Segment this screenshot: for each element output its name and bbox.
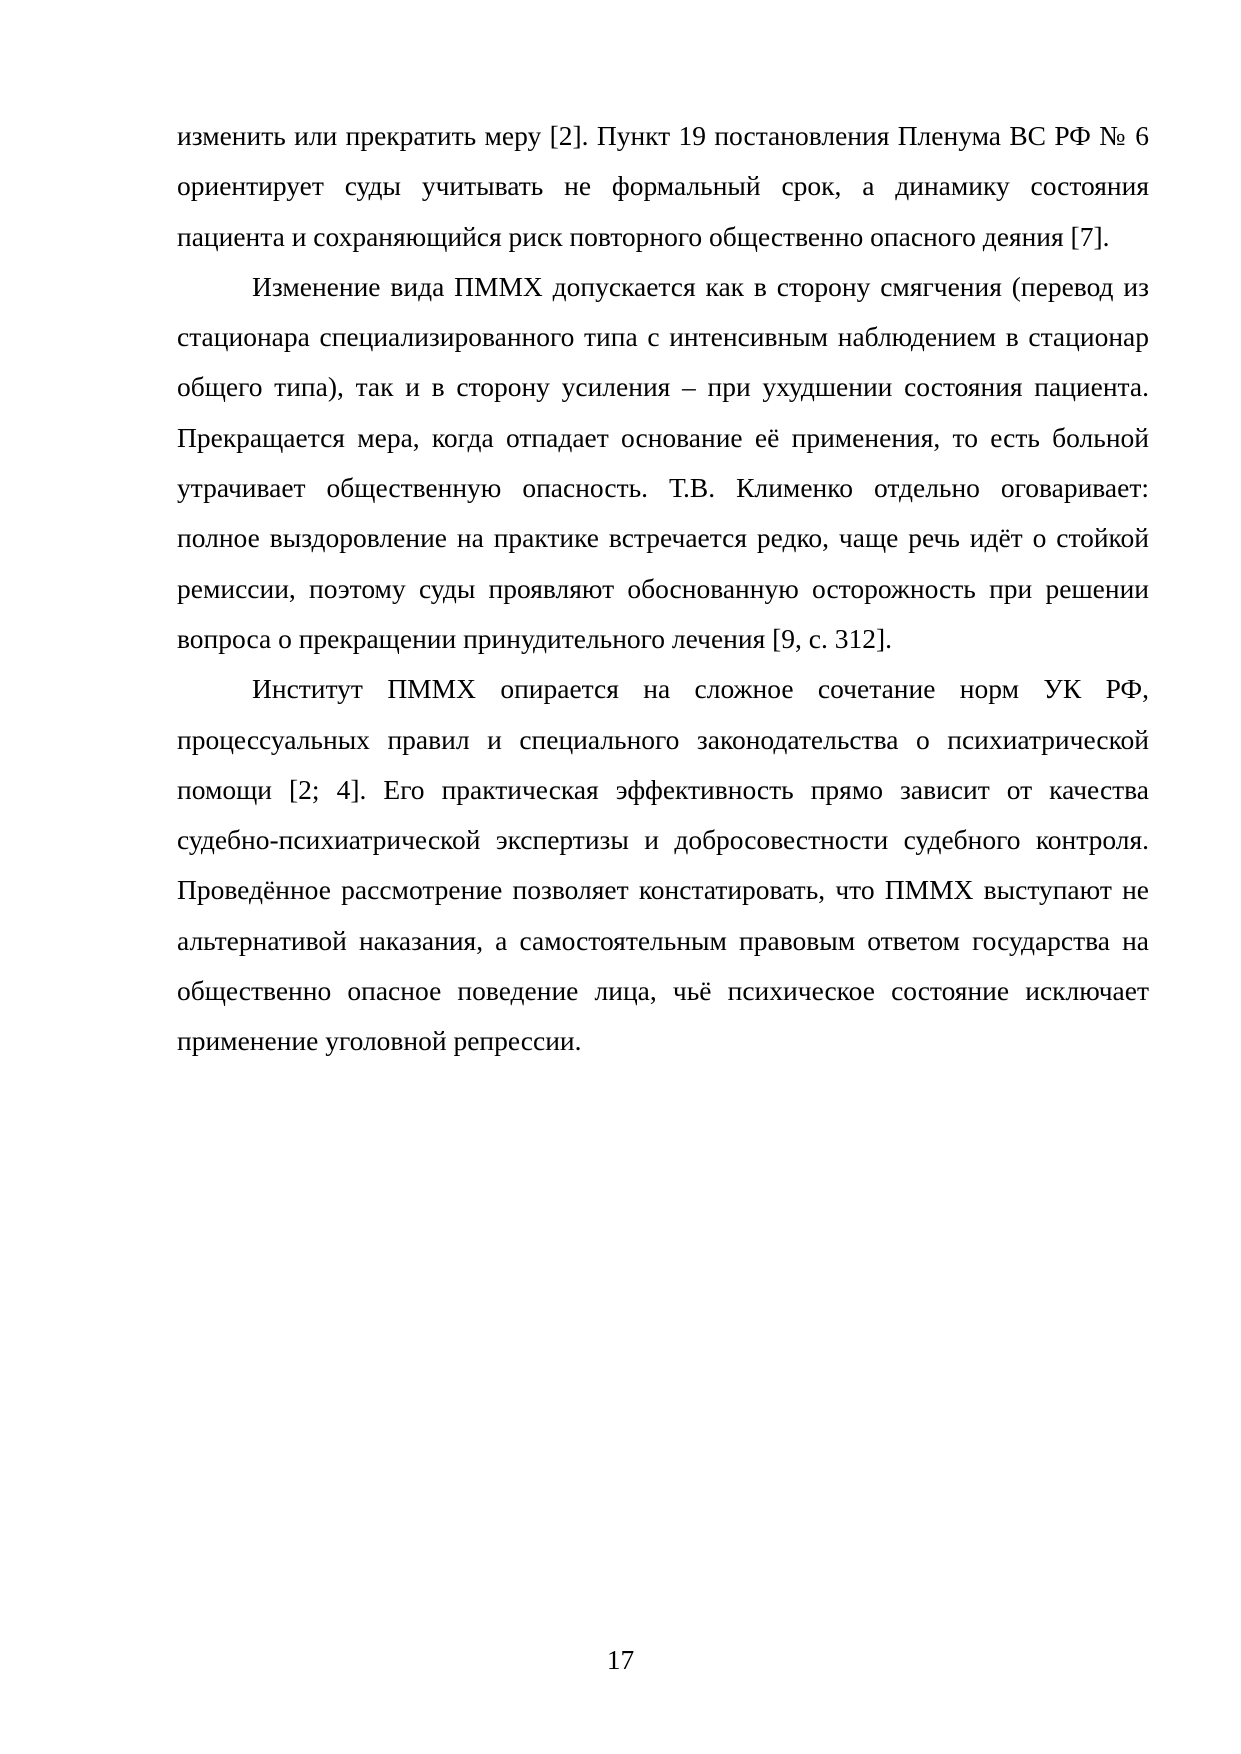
paragraph-continuation: изменить или прекратить меру [2]. Пункт 19 постановления Пленума ВС РФ № 6 ориентирует суды учитывать не формальный срок, а динамику состояния пациента и сохраняющийся риск повторного общественно опасного деяния [7].	[177, 120, 1149, 252]
paragraph-measure-change: Изменение вида ПММХ допускается как в сторону смягчения (перевод из стационара специализированного типа с интенсивным наблюдением в стационар общего типа), так и в сторону усиления – при ухудшении состояния пациента. Прекращается мера, когда отпадает основание её применения, то есть больной утрачивает общественную опасность. Т.В. Клименко отдельно оговаривает: полное выздоровление на практике встречается редко, чаще речь идёт о стойкой ремиссии, поэтому суды проявляют обоснованную осторожность при решении вопроса о прекращении принудительного лечения [9, с. 312].	[177, 270, 1149, 654]
body-text	[177, 111, 1149, 1067]
paragraph-conclusion: Институт ПММХ опирается на сложное сочетание норм УК РФ, процессуальных правил и специального законодательства о психиатрической помощи [2; 4]. Его практическая эффективность прямо зависит от качества судебно-психиатрической экспертизы и добросовестности судебного контроля. Проведённое рассмотрение позволяет констатировать, что ПММХ выступают не альтернативой наказания, а самостоятельным правовым ответом государства на общественно опасное поведение лица, чьё психическое состояние исключает применение уголовной репрессии.	[177, 673, 1149, 1057]
page-number: 17	[606, 1644, 635, 1675]
